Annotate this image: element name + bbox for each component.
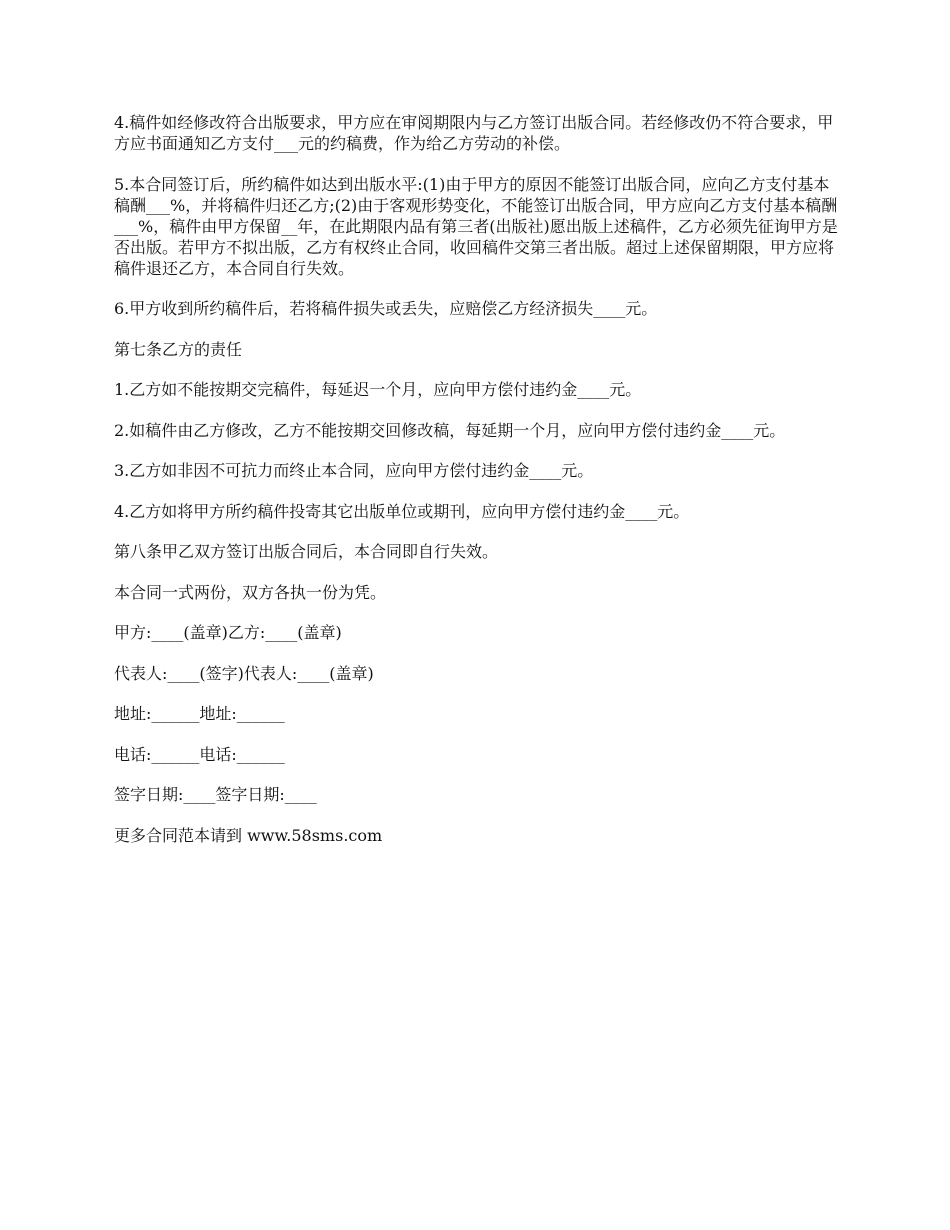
representative-line: 代表人:____(签字)代表人:____(盖章) xyxy=(114,663,374,683)
clause-4-paragraph: 4.稿件如经修改符合出版要求，甲方应在审阅期限内与乙方签订出版合同。若经修改仍不符合要求，甲方应书面通知乙方支付___元的约稿费，作为给乙方劳动的补偿。 xyxy=(114,113,834,153)
article-7-item-1: 1.乙方如不能按期交完稿件，每延迟一个月，应向甲方偿付违约金____元。 xyxy=(114,380,642,399)
party-seal-line: 甲方:____(盖章)乙方:____(盖章) xyxy=(114,623,342,642)
copies-statement: 本合同一式两份，双方各执一份为凭。 xyxy=(114,582,387,602)
signing-date-line: 签字日期:____签字日期:____ xyxy=(114,785,317,804)
article-7-heading: 第七条乙方的责任 xyxy=(114,339,243,359)
article-7-item-2: 2.如稿件由乙方修改，乙方不能按期交回修改稿，每延期一个月，应向甲方偿付违约金____元。 xyxy=(114,420,786,440)
article-7-item-3: 3.乙方如非因不可抗力而终止本合同，应向甲方偿付违约金____元。 xyxy=(114,461,594,480)
clause-6-paragraph: 6.甲方收到所约稿件后，若将稿件损失或丢失，应赔偿乙方经济损失____元。 xyxy=(114,299,658,318)
address-line: 地址:______地址:______ xyxy=(114,704,285,723)
clause-5-paragraph: 5.本合同签订后，所约稿件如达到出版水平:(1)由于甲方的原因不能签订出版合同，应向乙方支付基本稿酬___%，并将稿件归还乙方;(2)由于客观形势变化，不能签订出版合同，甲方应向乙方支付基本稿酬___%，稿件由甲方保留__年，在此期限内品有第三者(出版社)愿出版上述稿件，乙方必须先征询甲方是否出版。若甲方不拟出版，乙方有权终止合同，收回稿件交第三者出版。超过上述保留期限，甲方应将稿件退还乙方，本合同自行失效。 xyxy=(114,174,838,278)
article-8-paragraph: 第八条甲乙双方签订出版合同后，本合同即自行失效。 xyxy=(114,542,499,561)
article-7-item-4: 4.乙方如将甲方所约稿件投寄其它出版单位或期刊，应向甲方偿付违约金____元。 xyxy=(114,501,690,521)
footer-link-text: 更多合同范本请到 www.58sms.com xyxy=(114,825,383,845)
phone-line: 电话:______电话:______ xyxy=(114,744,285,764)
document-body xyxy=(114,112,840,865)
